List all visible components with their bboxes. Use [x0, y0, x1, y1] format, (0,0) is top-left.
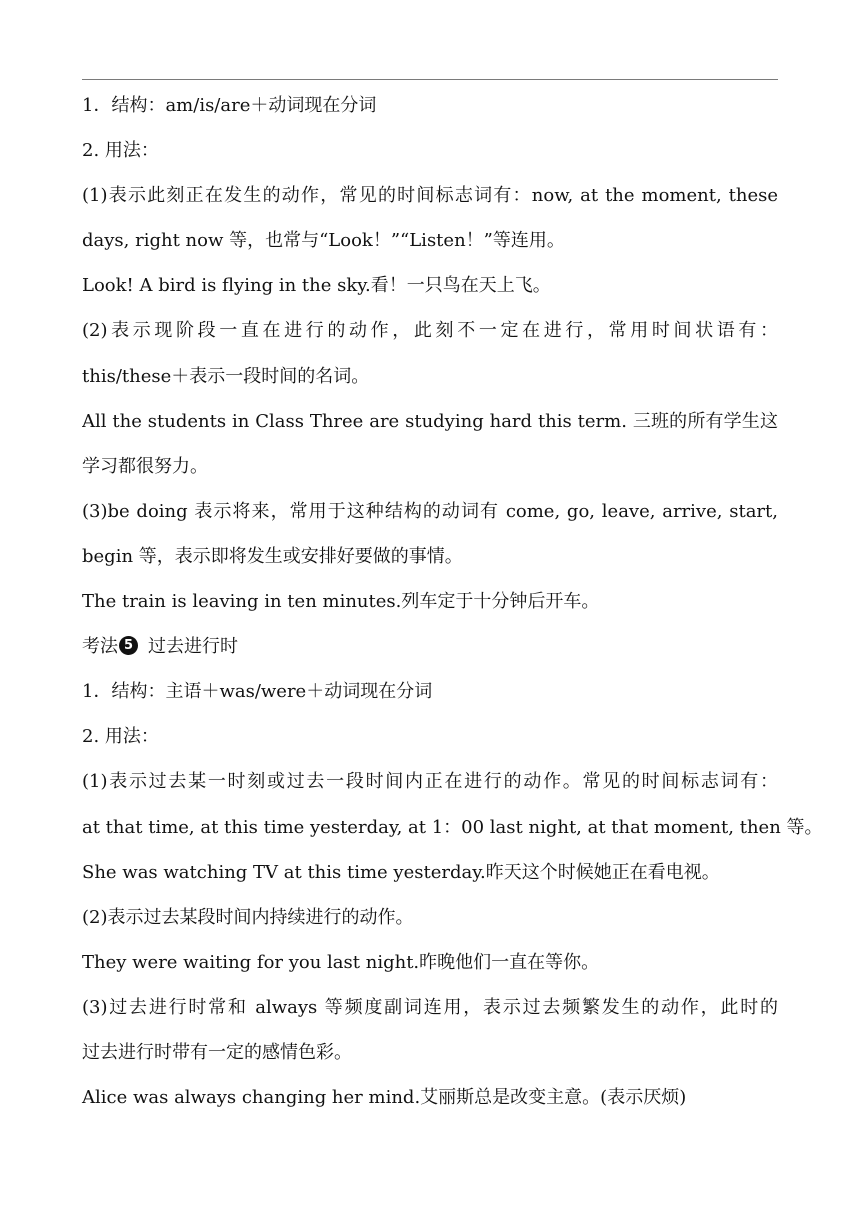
usage-3-text: (3)过去进行时常和 always 等频度副词连用，表示过去频繁发生的动作，此时的	[82, 996, 778, 1018]
structure-line: 1．结构：主语＋was/were＋动词现在分词	[82, 681, 433, 703]
example-sentence: She was watching TV at this time yesterday.昨天这个时候她正在看电视。	[82, 861, 720, 883]
usage-heading: 2. 用法：	[82, 726, 159, 748]
structure-line: 1．结构：am/is/are＋动词现在分词	[82, 95, 377, 116]
example-sentence: All the students in Class Three are studying hard this term. 三班的所有学生这	[82, 410, 778, 432]
document-body	[82, 83, 823, 1120]
usage-2-text: (2)表示过去某段时间内持续进行的动作。	[82, 906, 414, 928]
example-sentence: Look! A bird is flying in the sky.看！一只鸟在天上飞。	[82, 275, 551, 297]
usage-heading: 2. 用法：	[82, 140, 159, 162]
header-rule	[82, 79, 778, 80]
usage-2-text: (2)表示现阶段一直在进行的动作，此刻不一定在进行，常用时间状语有：	[82, 320, 778, 342]
usage-3-text-cont: begin 等，表示即将发生或安排好要做的事情。	[82, 545, 463, 567]
example-sentence: The train is leaving in ten minutes.列车定于十分钟后开车。	[82, 591, 600, 613]
example-sentence-cont: 学习都很努力。	[82, 455, 208, 477]
section-title: 过去进行时	[148, 636, 238, 658]
usage-1-text: (1)表示此刻正在发生的动作，常见的时间标志词有：now, at the moment, these	[82, 185, 778, 207]
section-label: 考法	[82, 636, 118, 658]
usage-3-text: (3)be doing 表示将来，常用于这种结构的动词有 come, go, leave, arrive, start,	[82, 500, 778, 522]
example-sentence: They were waiting for you last night.昨晚他们一直在等你。	[82, 951, 600, 973]
usage-1-text-cont: days, right now 等，也常与“Look！”“Listen！”等连用。	[82, 230, 565, 252]
usage-1-text-cont: at that time, at this time yesterday, at 1：00 last night, at that moment, then 等。	[82, 816, 823, 838]
usage-1-text: (1)表示过去某一时刻或过去一段时间内正在进行的动作。常见的时间标志词有：	[82, 771, 778, 793]
usage-2-text-cont: this/these＋表示一段时间的名词。	[82, 365, 370, 387]
section-heading	[82, 624, 778, 669]
example-sentence: Alice was always changing her mind.艾丽斯总是改变主意。(表示厌烦)	[82, 1087, 687, 1109]
usage-3-text-cont: 过去进行时带有一定的感情色彩。	[82, 1041, 352, 1063]
section-number-badge: 5	[119, 636, 138, 655]
